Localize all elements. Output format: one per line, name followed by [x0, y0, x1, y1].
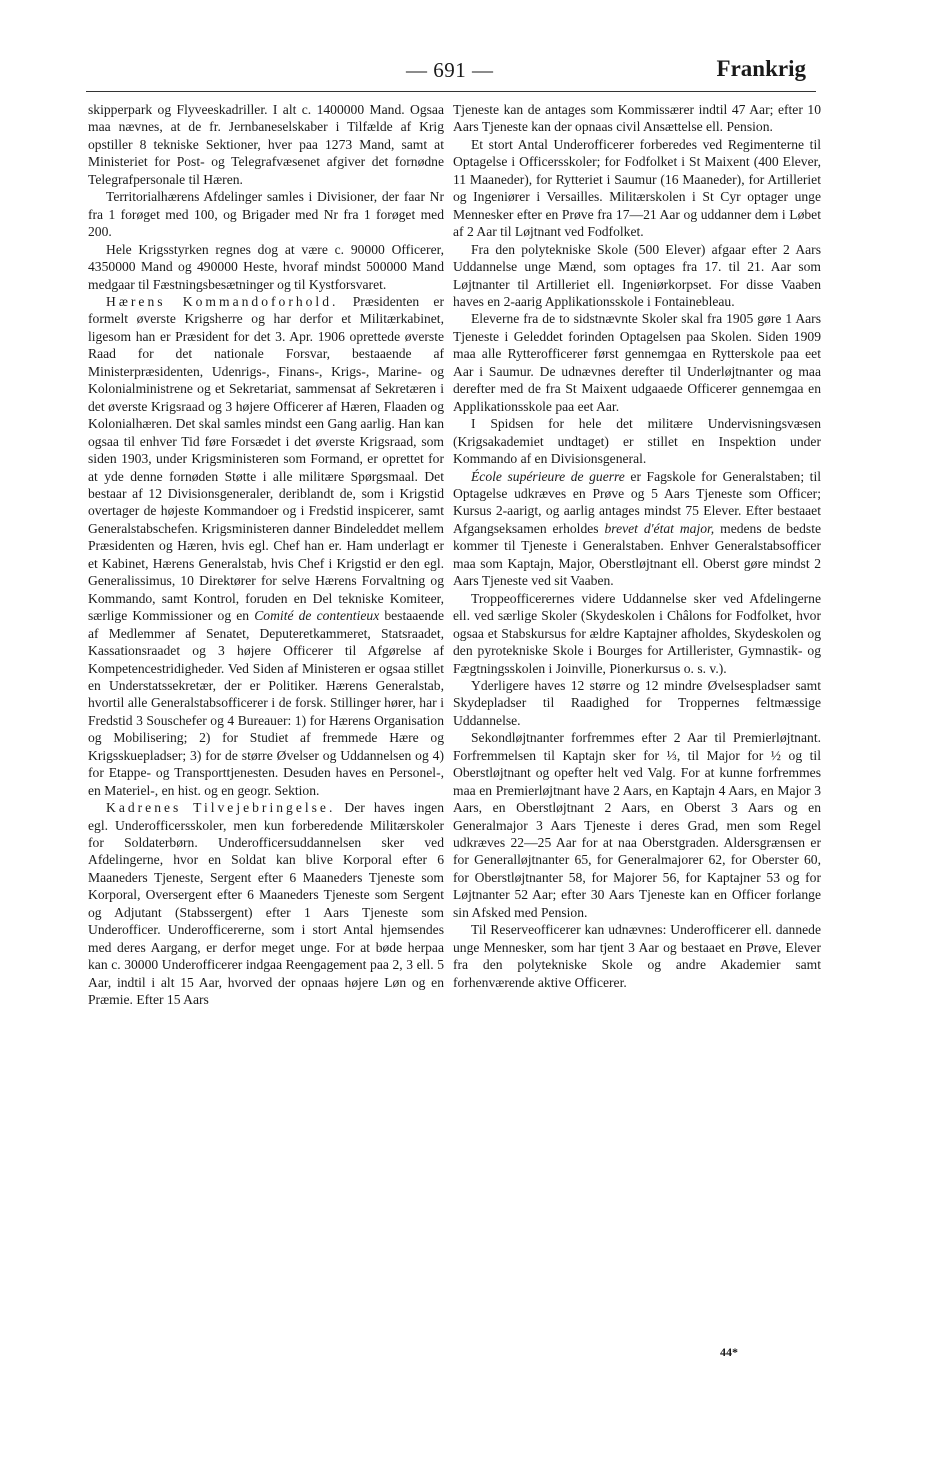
italic-term: Comité de contentieux — [254, 608, 380, 624]
right-column — [453, 101, 821, 991]
section-heading: Hærens Kommandoforhold. — [106, 293, 339, 309]
signature-mark: 44* — [720, 1345, 738, 1359]
paragraph: Et stort Antal Underofficerer forberedes ved Regimenterne til Optagelse i Officersskoler; for Fodfolket i St Maixent (400 Elever, 11 Maaneder), for Rytteriet i Saumur (16 Maaneder), for Artilleriet og Ingeniører i Versailles. Militærskolen i St Cyr optager unge Mennesker efter en Prøve fra 17—21 Aar og uddanner dem i Løbet af 2 Aar til Løjtnant ved Fodfolket. — [453, 136, 821, 240]
paragraph-text: bestaaende af Medlemmer af Senatet, Deputeretkammeret, Statsraadet, Kassationsraadet og 3 højere Officerer til Afgørelse af Kompetencestridigheder. Ved Siden af Ministeren er ogsaa stillet en Understatssekretær, der er Politiker. Hærens Generalstab, hvortil alle Generalstabsofficerer i de forsk. Stillinger hører, har i Fredstid 3 Souschefer og 4 Bureauer: 1) for Hærens Organisation og Mobilisering; 2) for Studiet af fremmede Hære og Krigsskuepladser; 3) for de større Øvelser og Uddannelsen og 4) for Etappe- og Transporttjenesten. Desuden haves en Personel-, en Materiel-, en hist. og en geogr. Sektion. — [88, 608, 444, 798]
page-number: — 691 — — [406, 58, 494, 82]
page-header — [86, 58, 816, 94]
left-column — [88, 101, 444, 1009]
paragraph — [88, 799, 444, 1008]
paragraph-text: Præsidenten er formelt øverste Krigsherre og har derfor et Militærkabinet, ligesom han er Præsident for det 3. Apr. 1906 oprettede øverste Raad for det nationale Forsvar, bestaaende af Ministerpræsidenten, Udenrigs-, Finans-, Krigs-, Marine- og Kolonialministrene og et Sekretariat, sammensat af Sekretæren i det øverste Krigsraad og 3 højere Officerer af Hæren, Flaaden og Kolonialhæren. Det skal samles mindst een Gang aarlig. Han kan ogsaa til enhver Tid føre Forsædet i det øverste Krigsraad, som siden 1903, under Krigsministeren som Formand, er oprettet for at yde denne fornøden Støtte i alle militære Spørgsmaal. Det bestaar af 12 Divisionsgeneraler, deriblandt de, som i Krigstid overtager de højeste Kommandoer og i Fredstid inspicerer, samt Generalstabschefen. Krigsministeren danner Bindeleddet mellem Præsidenten og Hæren, hvis egl. Chef han er. Ham underlagt er et Kabinet, Hærens Generalstab, hvis Chef i Krigstid er den egl. Generalissimus, 10 Direktører for selve Hærens Forvaltning og Kommando, samt Kontrol, foruden en Del tekniske Komiteer, særlige Kommissioner og en — [88, 293, 444, 624]
paragraph — [453, 468, 821, 590]
paragraph: Eleverne fra de to sidstnævnte Skoler skal fra 1905 gøre 1 Aars Tjeneste i Geleddet forinden Optagelsen paa Skolen. Siden 1909 maa alle Rytterofficerer først gennemgaa en Rytterskole paa eet Aar i Saumur. De udnævnes derefter til Underløjtnanter og maa derefter med de fra St Maixent udgaaede Officerer gennemgaa en Applikationsskole paa eet Aar. — [453, 311, 821, 414]
paragraph-text: er Fagskole for Generalstaben; til Optagelse udkræves en Prøve og 5 Aars Tjeneste som Officer; Kursus 2-aarigt, og aarlig antages mindst 75 Elever. Efter bestaaet Afgangseksamen erholdes — [453, 468, 822, 536]
paragraph — [88, 293, 444, 799]
paragraph: Tjeneste kan de antages som Kommissærer indtil 47 Aar; efter 10 Aars Tjeneste kan der opnaas civil Ansættelse ell. Pension. — [453, 102, 821, 135]
paragraph: Territorialhærens Afdelinger samles i Divisioner, der faar Nr fra 1 forøget med 100, og Brigader med Nr fra 1 forøget med 200. — [88, 189, 444, 240]
paragraph: Fra den polytekniske Skole (500 Elever) afgaar efter 2 Aars Uddannelse unge Mænd, som optages fra 17. til 21. Aar som Løjtnanter til Artilleriet ell. Ingeniørkorpset. For disse Vaaben haves en 2-aarig Applikationsskole i Fontainebleau. — [453, 241, 821, 309]
header-rule — [86, 91, 816, 92]
paragraph-text: medens de bedste kommer til Tjeneste i Generalstaben. Enhver Generalstabsofficer maa som Kaptajn, Major, Oberstløjtnant ell. Oberst gøre mindst 2 Aars Tjeneste ved sit Vaaben. — [453, 520, 822, 589]
paragraph: Hele Krigsstyrken regnes dog at være c. 90000 Officerer, 4350000 Mand og 490000 Heste, hvoraf mindst 500000 Mand medgaar til Fæstningsbesætninger og til Kystforsvaret. — [88, 241, 444, 292]
paragraph: Sekondløjtnanter forfremmes efter 2 Aar til Premierløjtnant. Forfremmelsen til Kaptajn sker for ⅓, til Major for ½ og til Oberstløjtnant og opefter helt ved Valg. For at kunne forfremmes maa en Premierløjtnant have 2 Aars, en Kaptajn 4 Aars, en Major 3 Aars, en Oberstløjtnant 2 Aars, en Oberst 3 Aars og en Generalmajor 3 Aars Tjeneste i deres Grad, men som Regel udkræves 22—25 Aar for at naa Oberstgraden. Aldersgrænsen er for Generalløjtnanter 65, for Generalmajorer 62, for Oberster 60, for Oberstløjtnanter 58, for Majorer 56, for Kaptajner 53 og for Løjtnanter 52 Aar; efter 30 Aars Tjeneste kan en Officer forlange sin Afsked med Pension. — [453, 730, 821, 920]
paragraph: Troppeofficerernes videre Uddannelse sker ved Afdelingerne ell. ved særlige Skoler (Skydeskolen i Châlons for Fodfolket, hvor ogsaa et Stabskursus for ældre Kaptajner afholdes, Skydeskolen og den pyrotekniske Skole i Bourges for Artillerister, Gymnastik- og Fægtningsskolen i Joinville, Pionerkursus o. s. v.). — [453, 590, 821, 676]
paragraph: skipperpark og Flyveeskadriller. I alt c. 1400000 Mand. Ogsaa maa nævnes, at de fr. Jernbaneselskaber i Tilfælde af Krig opstiller 8 tekniske Sektioner, hver paa 1273 Mand, samt at Ministeriet for Post- og Telegrafvæsenet afgiver det fornødne Telegrafpersonale til Hæren. — [88, 102, 444, 187]
paragraph: Yderligere haves 12 større og 12 mindre Øvelsespladser samt Skydepladser til Raadighed for Troppernes feltmæssige Uddannelse. — [453, 677, 821, 728]
paragraph: I Spidsen for hele det militære Undervisningsvæsen (Krigsakademiet undtaget) er stillet en Inspektion under Kommando af en Divisionsgeneral. — [453, 416, 821, 467]
paragraph: Til Reserveofficerer kan udnævnes: Underofficerer ell. dannede unge Mennesker, som har tjent 3 Aar og bestaaet en Prøve, Elever fra den polytekniske Skole og andre Akademier samt forhenværende aktive Officerer. — [453, 922, 821, 990]
section-heading: Kadrenes Tilvejebringelse. — [106, 800, 336, 816]
italic-term: École supérieure de guerre — [471, 468, 625, 484]
italic-term: brevet d'état major, — [604, 520, 715, 536]
paragraph-text: Der haves ingen egl. Underofficersskoler, men kun forberedende Militærskoler for Soldaterbørn. Underofficersuddannelsen sker ved Afdelingerne, hvor en Soldat kan blive Korporal efter 6 Maaneders Tjeneste, Sergent efter 6 Maaneders Tjeneste som Korporal, Oversergent efter 6 Maaneders Tjeneste som Sergent og Adjutant (Stabssergent) efter 1 Aars Tjeneste som Underofficer. Underofficererne, som i stort Antal hjemsendes med deres Aargang, er derfor meget unge. For at bøde herpaa kan c. 30000 Underofficerer indgaa Reengagement paa 2, 3 ell. 5 Aar, indtil i alt 15 Aar, hvorved der opnaas højere Løn og en Præmie. Efter 15 Aars — [88, 800, 444, 1008]
running-head: Frankrig — [716, 56, 806, 81]
